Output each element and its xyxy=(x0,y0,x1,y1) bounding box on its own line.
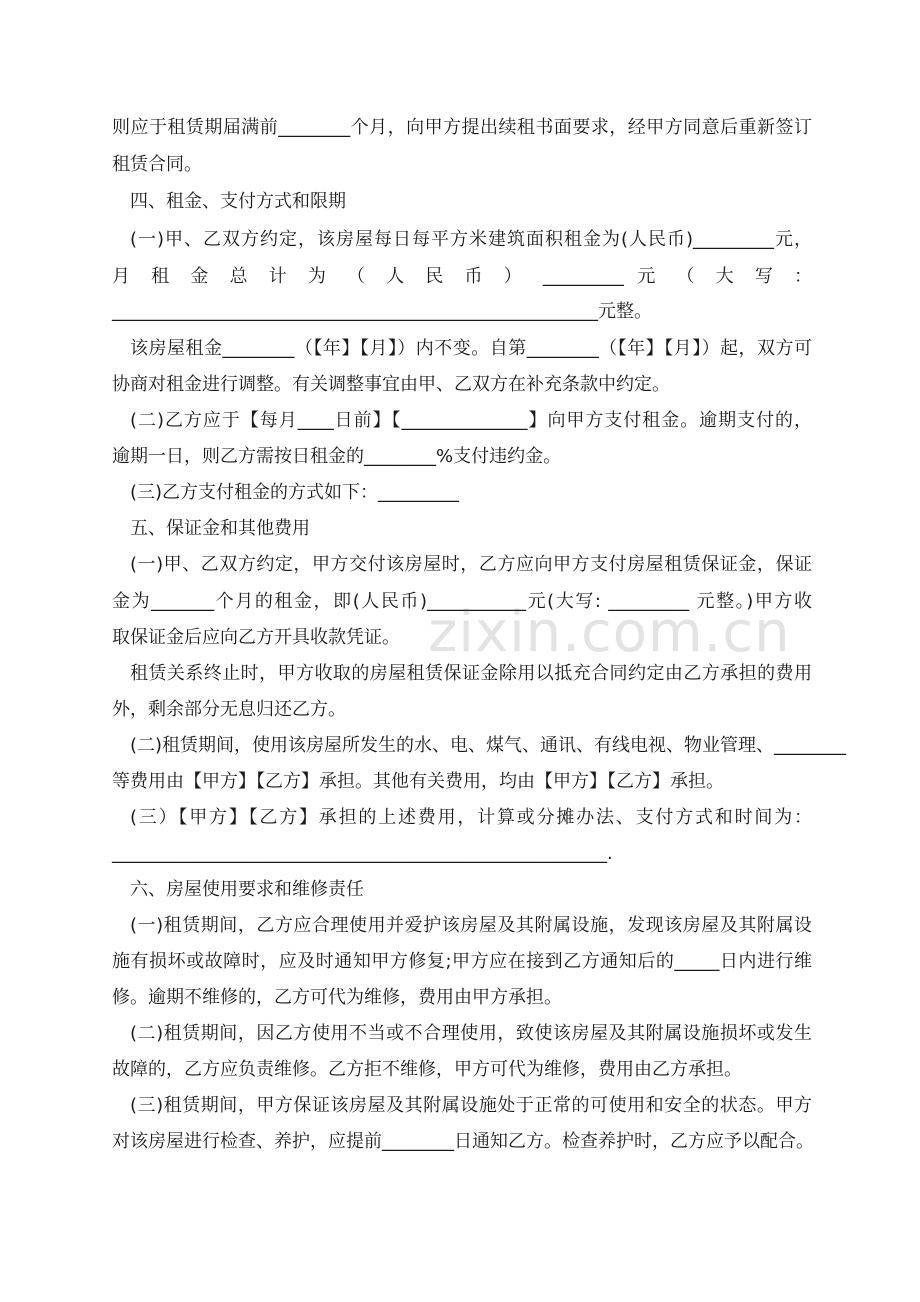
body-line: (三)租赁期间，甲方保证该房屋及其附属设施处于正常的可使用和安全的状态。甲方 xyxy=(130,1095,812,1116)
section-heading: 五、保证金和其他费用 xyxy=(130,518,310,539)
body-line: _______________________________________________________. xyxy=(112,843,613,864)
body-line: (三）【甲方】【乙方】承担的上述费用，计算或分摊办法、支付方式和时间为： xyxy=(130,807,812,828)
body-line: ______________________________________________________元整。 xyxy=(112,301,652,322)
body-line: (三)乙方支付租金的方式如下：_________ xyxy=(130,482,460,503)
body-line: 逾期一日，则乙方需按日租金的________%支付违约金。 xyxy=(112,446,562,467)
section-heading: 四、租金、支付方式和限期 xyxy=(130,191,346,212)
body-line: 故障的，乙方应负责维修。乙方拒不维修，甲方可代为维修，费用由乙方承担。 xyxy=(112,1059,742,1080)
watermark: zixin.com.cn xyxy=(428,600,791,665)
body-line: (二)租赁期间，使用该房屋所发生的水、电、煤气、通讯、有线电视、物业管理、________ xyxy=(130,735,847,756)
body-line: (二)乙方应于【每月____日前】【______________】向甲方支付租金。逾期支付的， xyxy=(130,410,812,431)
body-line: 月 租 金 总 计 为 （ 人 民 币 ） _________ 元 （ 大 写 ： xyxy=(112,266,812,287)
body-line: 施有损坏或故障时，应及时通知甲方修复;甲方应在接到乙方通知后的_____日内进行维 xyxy=(112,951,812,972)
body-line: 修。逾期不维修的，乙方可代为维修，费用由甲方承担。 xyxy=(112,987,562,1008)
body-line: 则应于租赁期届满前________个月，向甲方提出续租书面要求，经甲方同意后重新签订 xyxy=(112,117,812,138)
body-line: (一)甲、乙双方约定，甲方交付该房屋时，乙方应向甲方支付房屋租赁保证金，保证 xyxy=(130,554,812,575)
body-line: (一)租赁期间，乙方应合理使用并爱护该房屋及其附属设施，发现该房屋及其附属设 xyxy=(130,915,812,936)
body-line: 外，剩余部分无息归还乙方。 xyxy=(112,699,346,720)
body-line: 取保证金后应向乙方开具收款凭证。 xyxy=(112,627,400,648)
body-line: (二)租赁期间，因乙方使用不当或不合理使用，致使该房屋及其附属设施损坏或发生 xyxy=(130,1023,812,1044)
body-line: 金为_______个月的租金，即(人民币)___________元(大写: _________ 元整。)甲方收 xyxy=(112,591,812,612)
body-line: (一)甲、乙双方约定，该房屋每日每平方米建筑面积租金为(人民币)_________元， xyxy=(130,229,812,250)
body-line: 租赁合同。 xyxy=(112,154,202,175)
body-line: 租赁关系终止时，甲方收取的房屋租赁保证金除用以抵充合同约定由乙方承担的费用 xyxy=(130,663,812,684)
body-line: 协商对租金进行调整。有关调整事宜由甲、乙双方在补充条款中约定。 xyxy=(112,374,670,395)
body-line: 对该房屋进行检查、养护，应提前________日通知乙方。检查养护时，乙方应予以配合。 xyxy=(112,1131,814,1152)
section-heading: 六、房屋使用要求和维修责任 xyxy=(130,879,364,900)
body-line: 等费用由【甲方】【乙方】承担。其他有关费用，均由【甲方】【乙方】承担。 xyxy=(112,771,724,792)
body-line: 该房屋租金________（【年】【月】）内不变。自第________（【年】【月】）起，双方可 xyxy=(130,338,812,359)
